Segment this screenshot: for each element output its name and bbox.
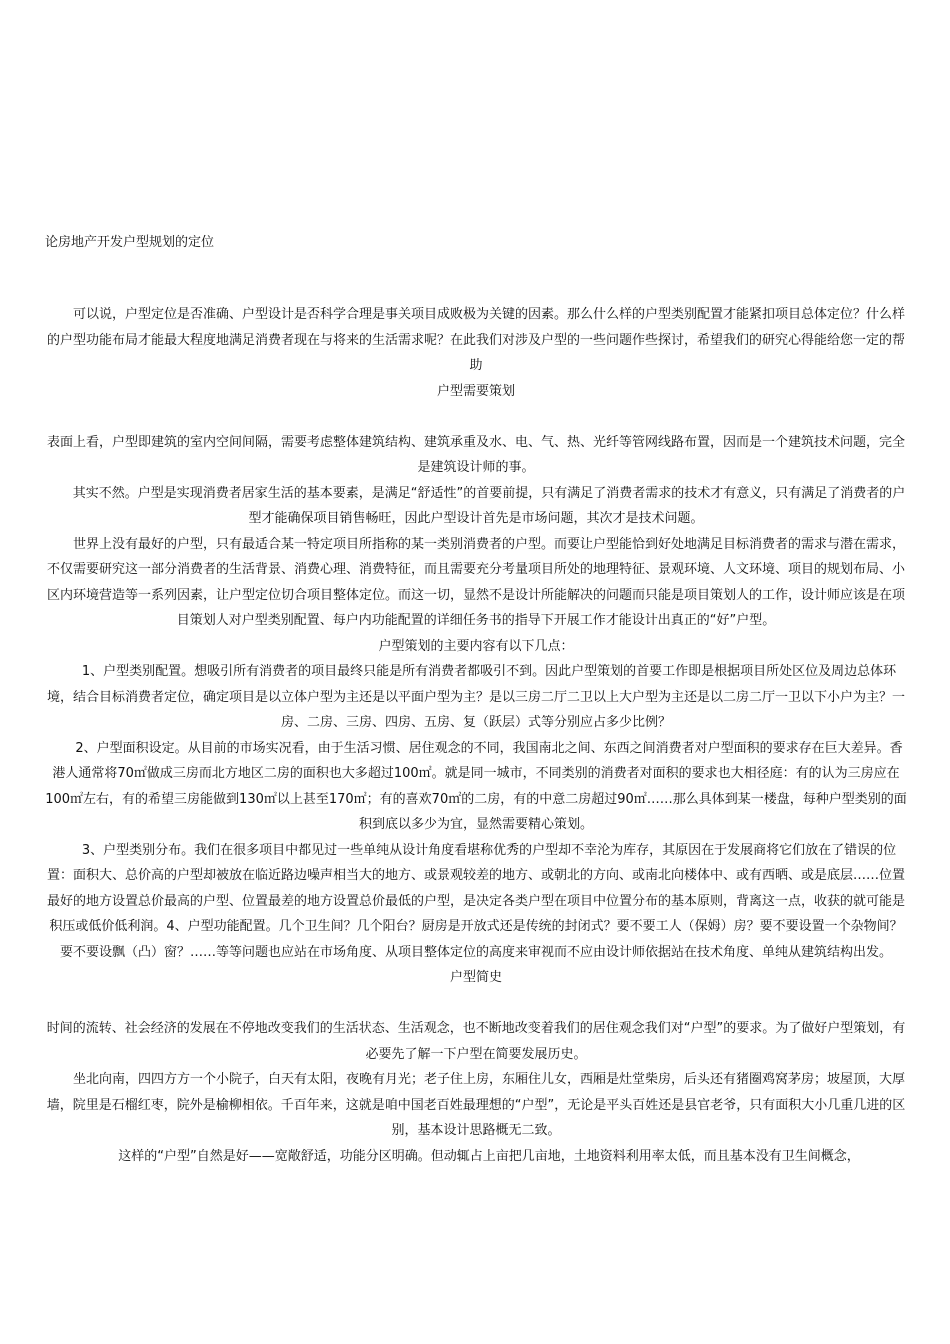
paragraph-time-flow: 时间的流转、社会经济的发展在不停地改变我们的生活状态、生活观念，也不断地改变着我们的居住观念我们对“户型”的要求。为了做好户型策划，有必要先了解一下户型在简要发展历史。 — [46, 1021, 906, 1062]
section-heading-demand-planning: 户型需要策划 — [436, 383, 515, 399]
paragraph-such-layout: 这样的“户型”自然是好——宽敞舒适，功能分区明确。但动辄占上亩把几亩地，土地资料利用率太低，而且基本没有卫生间概念， — [118, 1148, 860, 1164]
paragraph-no-best-layout: 世界上没有最好的户型，只有最适合某一特定项目所指称的某一类别消费者的户型。而要让户型能恰到好处地满足目标消费者的需求与潜在需求，不仅需要研究这一部分消费者的生活背景、消费心理、消费特征，而且需要充分考量项目所处的地理特征、景观环境、人文环境、项目的规划布局、小区内环境营造等一系列因素，让户型定位切合项目整体定位。而这一切，显然不是设计所能解决的问题而只能是项目策划人的工作，设计师应该是在项目策划人对户型类别配置、每户内功能配置的详细任务书的指导下开展工作才能设计出真正的“好”户型。 — [46, 536, 905, 628]
document-title: 论房地产开发户型规划的定位 — [45, 235, 215, 250]
list-item-type-configuration: 1、户型类别配置。想吸引所有消费者的项目最终只能是所有消费者都吸引不到。因此户型策划的首要工作即是根据项目所处区位及周边总体环境，结合目标消费者定位，确定项目是以立体户型为主还是以平面户型为主？是以三房二厅二卫以上大户型为主还是以二房二厅一卫以下小户为主？一房、二房、三房、四房、五房、复（跃层）式等分别应占多少比例？ — [46, 664, 905, 730]
section-heading-history: 户型简史 — [449, 970, 502, 985]
paragraph-courtyard: 坐北向南，四四方方一个小院子，白天有太阳，夜晚有月光；老子住上房，东厢住儿女，西厢是灶堂柴房，后头还有猪圈鸡窝茅房；坡屋顶，大厚墙，院里是石榴红枣，院外是榆柳相依。千百年来，这就是咱中国老百姓最理想的“户型”，无论是平头百姓还是县官老爷，只有面积大小几重几进的区别，基本设计思路概无二致。 — [46, 1072, 906, 1138]
subheading-main-contents: 户型策划的主要内容有以下几点： — [378, 638, 574, 654]
list-item-type-distribution: 3、户型类别分布。我们在很多项目中都见过一些单纯从设计角度看堪称优秀的户型却不幸沦为库存，其原因在于发展商将它们放在了错误的位置：面积大、总价高的户型却被放在临近路边噪声相当大的地方、或景观较差的地方、或朝北的方向、或南北向楼体中、或有西晒、或是底层……位置最好的地方设置总价最高的户型、位置最差的地方设置总价最低的户型，是决定各类户型在项目中位置分布的基本原则，背离这一点，收获的就可能是积压或低价低利润。4、户型功能配置。几个卫生间？几个阳台？厨房是开放式还是传统的封闭式？要不要工人（保姆）房？要不要设置一个杂物间？要不要设飘（凸）窗？……等等问题也应站在市场角度、从项目整体定位的高度来审视而不应由设计师依据站在技术角度、单纯从建筑结构出发。 — [46, 842, 905, 960]
paragraph-surface-view: 表面上看，户型即建筑的室内空间间隔，需要考虑整体建筑结构、建筑承重及水、电、气、热、光纤等管网线路布置，因而是一个建筑技术问题，完全是建筑设计师的事。 — [46, 434, 905, 475]
document-body — [45, 302, 907, 1169]
paragraph-not-so: 其实不然。户型是实现消费者居家生活的基本要素，是满足“舒适性”的首要前提，只有满足了消费者需求的技术才有意义，只有满足了消费者的户型才能确保项目销售畅旺，因此户型设计首先是市场问题，其次才是技术问题。 — [72, 485, 906, 526]
list-item-area-setting: 2、户型面积设定。从目前的市场实况看，由于生活习惯、居住观念的不同，我国南北之间、东西之间消费者对户型面积的要求存在巨大差异。香港人通常将70㎡做成三房而北方地区二房的面积也大多超过100㎡。就是同一城市，不同类别的消费者对面积的要求也大相径庭：有的认为三房应在100㎡左右，有的希望三房能做到130㎡以上甚至170㎡；有的喜欢70㎡的二房，有的中意二房超过90㎡……那么具体到某一楼盘，每种户型类别的面积到底以多少为宜，显然需要精心策划。 — [45, 740, 907, 832]
intro-paragraph: 可以说，户型定位是否准确、户型设计是否科学合理是事关项目成败极为关键的因素。那么什么样的户型类别配置才能紧扣项目总体定位？什么样的户型功能布局才能最大程度地满足消费者现在与将来的生活需求呢？在此我们对涉及户型的一些问题作些探讨，希望我们的研究心得能给您一定的帮助 — [46, 307, 905, 373]
